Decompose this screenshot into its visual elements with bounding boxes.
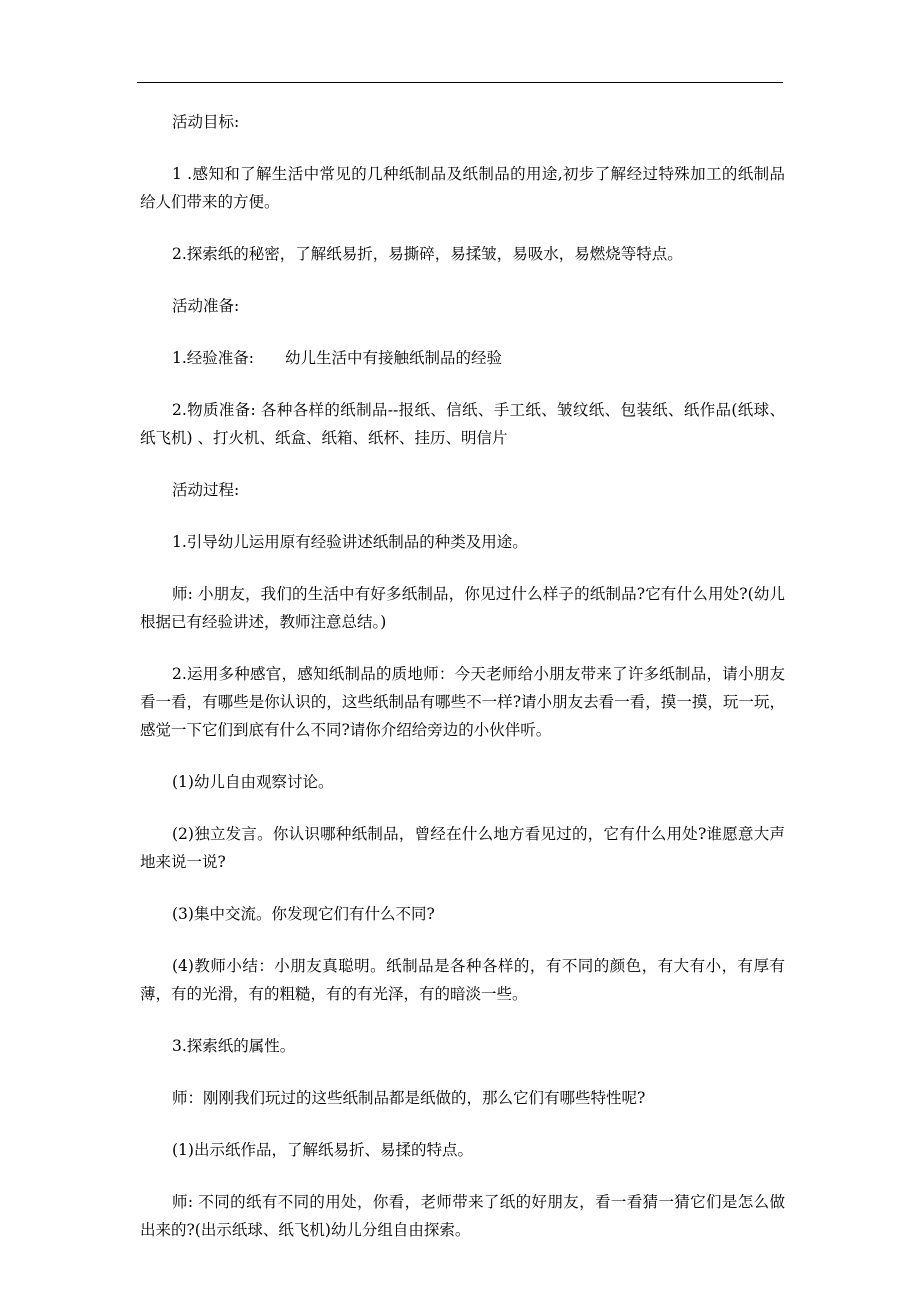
substep-observe: (1)幼儿自由观察讨论。: [172, 773, 334, 791]
preparation-item-2: 2.物质准备: 各种各样的纸制品--报纸、信纸、手工纸、皱纹纸、包装纸、纸作品(纸球、纸飞机) 、打火机、纸盒、纸箱、纸杯、挂历、明信片: [140, 401, 785, 447]
process-step-2: 2.运用多种感官，感知纸制品的质地师：今天老师给小朋友带来了许多纸制品，请小朋友看一看，有哪些是你认识的，这些纸制品有哪些不一样?请小朋友去看一看，摸一摸，玩一玩，感觉一下它们到底有什么不同?请你介绍给旁边的小伙伴听。: [140, 665, 785, 739]
process-step-3: 3.探索纸的属性。: [172, 1037, 296, 1055]
heading-activity-process: 活动过程:: [172, 481, 240, 499]
teacher-dialogue-1: 师: 小朋友，我们的生活中有好多纸制品，你见过什么样子的纸制品?它有什么用处?(幼儿根据已有经验讲述，教师注意总结。): [140, 585, 785, 631]
heading-activity-preparation: 活动准备:: [172, 297, 240, 315]
substep-summary: (4)教师小结：小朋友真聪明。纸制品是各种各样的，有不同的颜色，有大有小，有厚有薄，有的光滑，有的粗糙，有的有光泽，有的暗淡一些。: [140, 957, 785, 1003]
process-step-1: 1.引导幼儿运用原有经验讲述纸制品的种类及用途。: [172, 533, 528, 551]
heading-activity-goals: 活动目标:: [172, 113, 240, 131]
header-rule: [137, 82, 783, 83]
substep-exchange: (3)集中交流。你发现它们有什么不同?: [172, 905, 435, 923]
teacher-dialogue-3: 师: 不同的纸有不同的用处，你看，老师带来了纸的好朋友，看一看猜一猜它们是怎么做出来的?(出示纸球、纸飞机)幼儿分组自由探索。: [140, 1193, 785, 1239]
teacher-dialogue-2: 师：刚刚我们玩过的这些纸制品都是纸做的，那么它们有哪些特性呢?: [172, 1089, 646, 1107]
substep-paper-works: (1)出示纸作品，了解纸易折、易揉的特点。: [172, 1141, 473, 1159]
goal-item-1: 1 .感知和了解生活中常见的几种纸制品及纸制品的用途,初步了解经过特殊加工的纸制品给人们带来的方便。: [140, 165, 785, 211]
preparation-item-1: 1.经验准备: 幼儿生活中有接触纸制品的经验: [172, 349, 503, 367]
goal-item-2: 2.探索纸的秘密，了解纸易折，易撕碎，易揉皱，易吸水，易燃烧等特点。: [172, 245, 683, 263]
document-body: [140, 108, 785, 1244]
substep-speak: (2)独立发言。你认识哪种纸制品，曾经在什么地方看见过的，它有什么用处?谁愿意大声地来说一说?: [140, 825, 785, 871]
